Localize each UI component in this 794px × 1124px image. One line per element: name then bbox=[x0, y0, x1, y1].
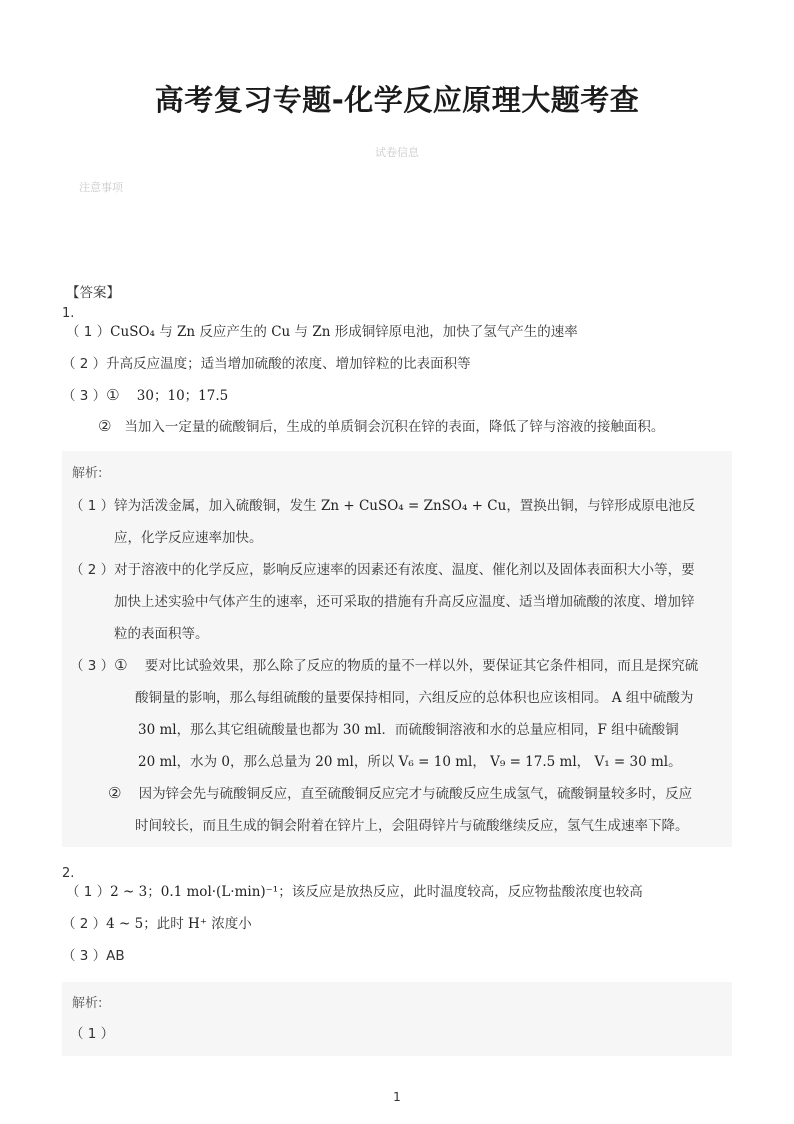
analysis-1-line-11: 时间较长，而且生成的铜会附着在锌片上，会阻碍锌片与硫酸继续反应，氢气生成速率下降。 bbox=[135, 818, 689, 834]
analysis-1-line-10 bbox=[108, 782, 692, 802]
notice: 注意事项 bbox=[79, 181, 123, 194]
q2-a2-prefix: （ 2 ） bbox=[62, 916, 107, 932]
q2-answer-1 bbox=[66, 880, 643, 900]
analysis-1-line-4: 加快上述实验中气体产生的速率，还可采取的措施有升高反应温度、适当增加硫酸的浓度、增加锌 bbox=[114, 594, 695, 610]
q2-a1-text: ；该反应是放热反应，此时温度较高，反应物盐酸浓度也较高 bbox=[278, 884, 643, 900]
analysis-1-line-3: （ 2 ）对于溶液中的化学反应，影响反应速率的因素还有浓度、温度、催化剂以及固体表面积大小等，要 bbox=[70, 562, 695, 578]
analysis-1-line-8-text-3: 组中硫酸铜 bbox=[611, 722, 679, 738]
q1-answer-1 bbox=[66, 320, 578, 340]
circled-two-marker: ② bbox=[98, 417, 112, 435]
analysis-1-line-7-text-1: 酸铜量的影响，那么每组硫酸的量要保持相同，六组反应的总体积也应该相同。 bbox=[135, 690, 608, 706]
page-number: 1 bbox=[393, 1090, 401, 1104]
q1-a1-formula-zn: Zn bbox=[177, 324, 196, 340]
analysis-label-1: 解析: bbox=[72, 466, 103, 481]
analysis-1-line-9-sep-2: ， bbox=[576, 754, 591, 770]
analysis-1-line-1-pre: （ 1 ）锌为活泼金属，加入硫酸铜，发生 bbox=[70, 498, 317, 514]
analysis-1-line-9-end: 。 bbox=[668, 754, 682, 770]
analysis-1-line-9 bbox=[138, 750, 682, 770]
q2-answer-2 bbox=[62, 912, 252, 932]
group-f-label: F bbox=[597, 722, 607, 738]
exam-info: 试卷信息 bbox=[375, 146, 419, 159]
v9-value: V₉ = 17.5 ml bbox=[490, 754, 577, 770]
analysis-1-part3-prefix: （ 3 ） bbox=[70, 658, 115, 674]
hydrogen-ion: H⁺ bbox=[188, 916, 207, 932]
question-number-1: 1. bbox=[62, 306, 75, 321]
volume-20ml: 20 ml bbox=[138, 754, 177, 770]
analysis-1-line-10-text: 因为锌会先与硫酸铜反应，直至硫酸铜反应完才与硫酸反应生成氢气，硫酸铜量较多时，反应 bbox=[138, 786, 693, 802]
analysis-box-1 bbox=[62, 451, 732, 847]
analysis-1-line-9-text-1: ，水为 bbox=[176, 754, 218, 770]
analysis-label-2: 解析: bbox=[72, 996, 103, 1011]
analysis-1-line-1 bbox=[70, 494, 695, 514]
analysis-1-line-7-text-2: 组中硫酸为 bbox=[625, 690, 694, 706]
q2-a1-range: 2 ~ 3 bbox=[110, 884, 148, 900]
q1-a3-values: 30；10；17.5 bbox=[136, 388, 229, 404]
q1-a3-prefix: （ 3 ） bbox=[62, 388, 107, 404]
q1-a1-text-4: 形成铜锌原电池，加快了氢气产生的速率 bbox=[334, 324, 578, 340]
q2-a1-rate: 0.1 mol·(L·min)⁻¹ bbox=[160, 884, 279, 900]
q1-a1-prefix: （ 1 ） bbox=[66, 324, 111, 340]
q1-a1-text-2: 反应产生的 bbox=[199, 324, 267, 340]
analysis-1-line-9-sep-1: ， bbox=[472, 754, 486, 770]
analysis-1-line-8-text-1: ，那么其它组硫酸量也都为 bbox=[176, 722, 339, 738]
q1-a1-text-3: 与 bbox=[294, 324, 309, 340]
q1-a1-formula-cu: Cu bbox=[271, 324, 291, 340]
analysis-1-line-6-text: 要对比试验效果，那么除了反应的物质的量不一样以外，要保证其它条件相同，而且是探究硫 bbox=[144, 658, 699, 674]
analysis-1-equation: Zn + CuSO₄ = ZnSO₄ + Cu bbox=[320, 498, 507, 514]
question-number-2: 2. bbox=[62, 866, 75, 881]
circled-one-marker: ① bbox=[106, 386, 120, 404]
q2-a1-prefix: （ 1 ） bbox=[66, 884, 111, 900]
q1-a1-formula-cuso4: CuSO₄ bbox=[110, 324, 155, 340]
group-a-label: A bbox=[611, 690, 622, 706]
q1-answer-3 bbox=[62, 384, 228, 404]
q2-a1-sep: ； bbox=[147, 884, 161, 900]
q1-a1-text-1: 与 bbox=[159, 324, 173, 340]
q1-answer-2: （ 2 ）升高反应温度；适当增加硫酸的浓度、增加锌粒的比表面积等 bbox=[62, 356, 471, 372]
q2-a2-range: 4 ~ 5 bbox=[106, 916, 144, 932]
circled-one-marker: ① bbox=[114, 656, 128, 674]
analysis-1-line-2: 应，化学反应速率加快。 bbox=[114, 530, 263, 546]
q1-a1-formula-zn-2: Zn bbox=[312, 324, 331, 340]
analysis-1-line-8 bbox=[138, 718, 679, 738]
analysis-1-line-6 bbox=[70, 654, 698, 674]
q2-answer-3: （ 3 ）AB bbox=[62, 948, 125, 964]
volume-30ml: 30 ml bbox=[138, 722, 177, 738]
analysis-1-line-7 bbox=[135, 686, 693, 706]
analysis-box-2 bbox=[62, 982, 732, 1056]
q2-a2-text-2: 浓度小 bbox=[211, 916, 252, 932]
analysis-1-line-9-text-3: ，所以 bbox=[353, 754, 395, 770]
q1-a3-part2-text: 当加入一定量的硫酸铜后，生成的单质铜会沉积在锌的表面，降低了锌与溶液的接触面积。 bbox=[124, 419, 665, 435]
analysis-1-line-1-post: ，置换出铜，与锌形成原电池反 bbox=[506, 498, 696, 514]
total-20ml: 20 ml bbox=[315, 754, 354, 770]
water-zero: 0 bbox=[221, 754, 230, 770]
analysis-1-line-8-text-2: ．而硫酸铜溶液和水的总量应相同， bbox=[381, 722, 598, 738]
v1-value: V₁ = 30 ml bbox=[594, 754, 669, 770]
volume-30ml-2: 30 ml bbox=[342, 722, 382, 738]
analysis-2-line-1: （ 1 ） bbox=[70, 1026, 115, 1042]
v6-value: V₆ = 10 ml bbox=[398, 754, 473, 770]
q2-a2-text-1: ；此时 bbox=[143, 916, 184, 932]
circled-two-marker: ② bbox=[108, 784, 122, 802]
analysis-1-line-9-text-2: ，那么总量为 bbox=[229, 754, 311, 770]
q1-answer-3-part-2 bbox=[98, 415, 664, 435]
page-title: 高考复习专题-化学反应原理大题考查 bbox=[154, 83, 640, 117]
analysis-1-line-5: 粒的表面积等。 bbox=[114, 626, 209, 642]
answer-header: 【答案】 bbox=[66, 285, 120, 301]
